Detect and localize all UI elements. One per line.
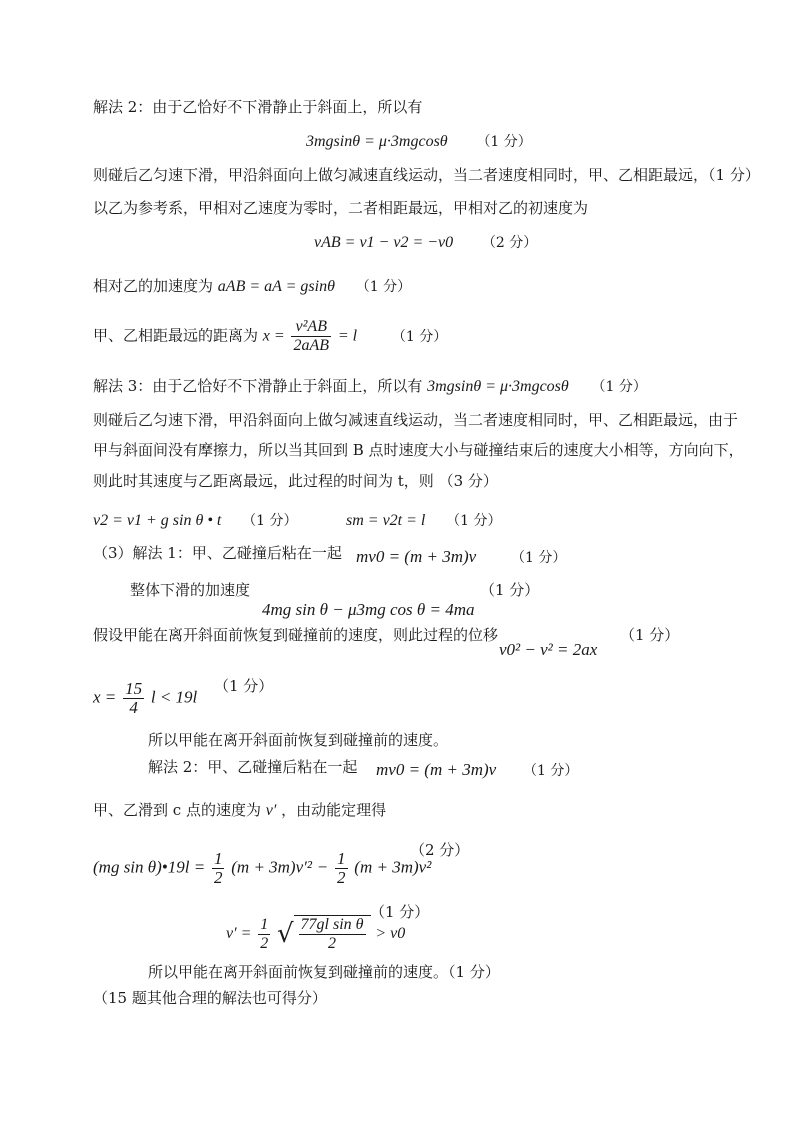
kinematics-equation [499, 640, 597, 660]
equation-text: mv0 = (m + 3m)v [376, 760, 497, 779]
fraction-half [212, 850, 225, 887]
score-label: （1 分） [591, 379, 647, 395]
equation-text: sm = v2t = l [346, 512, 426, 529]
acceleration-equation [262, 600, 475, 620]
fraction-denominator: 2 [337, 868, 346, 887]
score-label: （1 分） [242, 513, 298, 529]
equation-lhs: x = [93, 687, 117, 707]
method2-line2: 则碰后乙匀速下滑，甲沿斜面向上做匀减速直线运动，当二者速度相同时，甲、乙相距最远，（1 分） [93, 166, 760, 184]
score-label: （1 分） [214, 677, 274, 695]
equation-rhs: = l [337, 327, 358, 345]
method3-line3: 甲与斜面间没有摩擦力，所以当其回到 B 点时速度大小与碰撞结束后的速度大小相等，方向向下， [93, 441, 744, 459]
fraction-numerator: v²AB [291, 318, 331, 337]
conclusion-1: 所以甲能在离开斜面前恢复到碰撞前的速度。 [148, 731, 449, 749]
score-label: （1 分） [446, 513, 502, 529]
symbol-v-prime: v′ [265, 802, 277, 819]
fraction-denominator: 2 [213, 868, 223, 887]
part3-method2-text: 解法 2：甲、乙碰撞后粘在一起 [148, 758, 358, 776]
equation-text: 3mgsinθ = μ·3mgcosθ [306, 133, 448, 150]
method3-intro [93, 376, 647, 397]
line-text: 甲、乙滑到 c 点的速度为 [93, 801, 261, 819]
fraction-denominator: 4 [129, 698, 138, 717]
sqrt-icon: √ [276, 919, 294, 949]
line-text: 相对乙的加速度为 [93, 277, 214, 295]
equation-term: (m + 3m)v′² [231, 857, 312, 877]
equation-rhs: l < 19l [150, 687, 198, 707]
equation-lhs: (mg sin θ)•19l = [93, 857, 206, 877]
score-label: （1 分） [476, 134, 532, 150]
score-label: （1 分） [480, 581, 540, 599]
relative-acceleration-line [93, 276, 411, 297]
fraction-denominator: 2 [328, 935, 337, 952]
line-text: 解法 3：由于乙恰好不下滑静止于斜面上，所以有 [93, 377, 423, 395]
conclusion-2: 所以甲能在离开斜面前恢复到碰撞前的速度。（1 分） [148, 963, 500, 981]
fraction [299, 916, 366, 953]
equation-rhs: > v0 [375, 925, 406, 942]
equation-text: mv0 = (m + 3m)v [356, 547, 477, 566]
fraction [123, 680, 144, 717]
score-label: （2 分） [410, 841, 470, 859]
radicand [294, 915, 371, 953]
line-text: 甲、乙相距最远的距离为 [93, 326, 259, 345]
score-label: （1 分） [370, 903, 430, 921]
momentum-equation [356, 547, 566, 568]
score-label: （2 分） [481, 235, 538, 251]
part3-method1-text: （3）解法 1：甲、乙碰撞后粘在一起 [93, 544, 342, 562]
score-label: （1 分） [391, 328, 448, 345]
displacement-result [93, 680, 197, 717]
fraction [258, 916, 270, 953]
equation-text: aAB = aA = gsinθ [217, 278, 335, 295]
fraction-denominator: 2 [260, 934, 269, 952]
distance-equation [346, 510, 502, 531]
minus-sign: − [316, 857, 329, 877]
equation-term: (m + 3m)v² [354, 857, 432, 877]
score-label: （1 分） [620, 626, 680, 644]
fraction-denominator: 2aAB [293, 337, 330, 354]
score-label: （1 分） [510, 550, 567, 566]
equation-text: v2 = v1 + g sin θ • t [93, 512, 222, 529]
line-text: ，由动能定理得 [281, 801, 387, 819]
equation-text: 3mgsinθ = μ·3mgcosθ [427, 378, 569, 395]
grading-note: （15 题其他合理的解法也可得分） [93, 989, 327, 1007]
fraction-numerator: 1 [260, 915, 269, 933]
fraction-numerator: 1 [337, 849, 346, 868]
method2-line3: 以乙为参考系，甲相对乙速度为零时，二者相距最远，甲相对乙的初速度为 [93, 199, 589, 217]
fraction-numerator: 1 [213, 849, 223, 868]
max-distance-line [93, 318, 447, 355]
velocity-equation [93, 510, 298, 531]
equation-relative-velocity [314, 232, 537, 253]
fraction-numerator: 15 [125, 679, 143, 698]
score-label: （1 分） [522, 763, 579, 779]
method3-line2: 则碰后乙匀速下滑，甲沿斜面向上做匀减速直线运动，当二者速度相同时，甲、乙相距最远，由于 [93, 411, 739, 429]
equation-text: 4mg sin θ − μ3mg cos θ = 4ma [262, 600, 475, 619]
equation-text: v0² − v² = 2ax [499, 640, 598, 659]
method2-intro: 解法 2：由于乙恰好不下滑静止于斜面上，所以有 [93, 98, 423, 116]
fraction [291, 318, 331, 355]
assumption-text: 假设甲能在离开斜面前恢复到碰撞前的速度，则此过程的位移 [93, 626, 499, 644]
score-label: （1 分） [355, 279, 412, 295]
work-energy-equation [93, 850, 431, 887]
energy-theorem-line [93, 800, 386, 821]
fraction-half [335, 850, 348, 887]
equation-lhs: v′ = [226, 925, 252, 942]
fraction-numerator: 77gl sin θ [300, 916, 364, 933]
acceleration-intro: 整体下滑的加速度 [130, 581, 251, 599]
equation-text: vAB = v1 − v2 = −v0 [314, 234, 454, 251]
equation-friction-balance [306, 131, 532, 152]
method3-line4: 则此时其速度与乙距离最远，此过程的时间为 t，则 （3 分） [93, 472, 498, 490]
equation-lhs: x = [262, 327, 285, 345]
momentum-equation-2 [376, 760, 578, 781]
